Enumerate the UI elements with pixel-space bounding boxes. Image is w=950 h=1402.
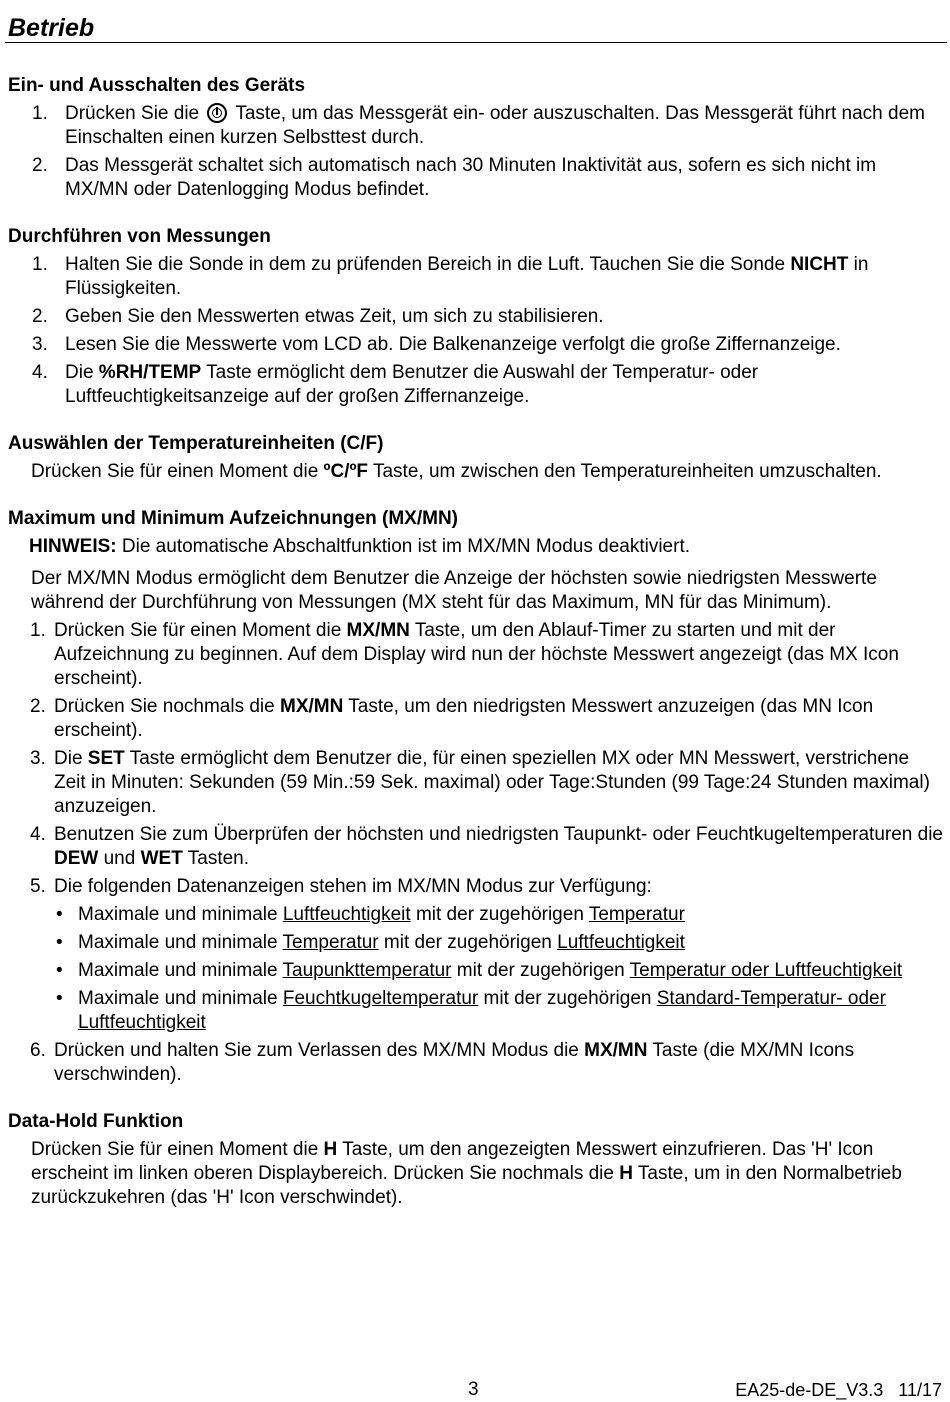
list-item: 6. Drücken und halten Sie zum Verlassen des MX/MN Modus die MX/MN Taste (die MX/MN Icons verschwinden). — [30, 1040, 855, 1085]
section-measure — [8, 225, 943, 409]
document-body — [8, 74, 943, 1233]
section-data-hold — [8, 1110, 943, 1210]
bullet-icon: • — [56, 904, 63, 925]
list-item: 2. Geben Sie den Messwerten etwas Zeit, um sich zu stabilisieren. — [32, 306, 604, 327]
bullet-icon: • — [56, 932, 63, 953]
section-heading-units: Auswählen der Temperatureinheiten (C/F) — [8, 433, 384, 454]
section-power — [8, 74, 943, 202]
units-text: Drücken Sie für einen Moment die ºC/ºF Taste, um zwischen den Temperatureinheiten umzuschalten. — [31, 461, 882, 482]
list-item: 4. Benutzen Sie zum Überprüfen der höchsten und niedrigsten Taupunkt- oder Feuchtkugeltemperaturen die DEW und WET Tasten. — [30, 824, 943, 869]
list-item: 1. Halten Sie die Sonde in dem zu prüfenden Bereich in die Luft. Tauchen Sie die Sonde NICHT in Flüssigkeiten. — [32, 254, 869, 299]
bullet-icon: • — [56, 960, 63, 981]
list-item: 2. Das Messgerät schaltet sich automatisch nach 30 Minuten Inaktivität aus, sofern es sich nicht im MX/MN oder Datenlogging Modus befindet. — [32, 155, 877, 200]
bullet-item: • Maximale und minimale Feuchtkugeltemperatur mit der zugehörigen Standard-Temperatur- oder Luftfeuchtigkeit — [56, 988, 886, 1033]
list-item: 5. Die folgenden Datenanzeigen stehen im MX/MN Modus zur Verfügung: • Maximale und minimale Luftfeuchtigkeit mit der zugehörigen Temperatur • Maximale und minimale Temperatur mit der zugehörigen Luftfeuchtigkeit • Maximale und minimale Taupunkttemperatur mit der zugehörigen Temperatur oder Luftfeuchtigkeit • Maximale und minimale Feuchtkugeltemperatur mit der zugehörigen Standard-Temperatur- oder Luftfeuchtigkeit — [8, 875, 943, 1035]
page-number: 3 — [468, 1379, 479, 1400]
bullet-icon: • — [56, 988, 63, 1009]
section-mxmn — [8, 507, 943, 1087]
bullet-item: • Maximale und minimale Taupunkttemperatur mit der zugehörigen Temperatur oder Luftfeuchtigkeit — [56, 960, 903, 981]
title-rule — [5, 42, 947, 43]
mxmn-intro: Der MX/MN Modus ermöglicht dem Benutzer die Anzeige der höchsten sowie niedrigsten Messwerte während der Durchführung von Messungen (MX steht für das Maximum, MN für das Minimum). — [31, 568, 877, 613]
power-button-icon — [207, 103, 227, 123]
display-options-list — [54, 903, 943, 1035]
list-item: 4. Die %RH/TEMP Taste ermöglicht dem Benutzer die Auswahl der Temperatur- oder Luftfeuchtigkeitsanzeige auf der großen Ziffernanzeige. — [32, 362, 759, 407]
list-item: 3. Die SET Taste ermöglicht dem Benutzer die, für einen speziellen MX oder MN Messwert, verstrichene Zeit in Minuten: Sekunden (59 Min.:59 Sek. maximal) oder Tage:Stunden (99 Tage:24 Stunden maximal) anzuzeigen. — [30, 748, 930, 817]
note: HINWEIS: Die automatische Abschaltfunktion ist im MX/MN Modus deaktiviert. — [29, 536, 691, 557]
page-title: Betrieb — [8, 14, 95, 42]
section-heading-measure: Durchführen von Messungen — [8, 226, 271, 247]
list-item: 1. Drücken Sie die Taste, um das Messgerät ein- oder auszuschalten. Das Messgerät führt nach dem Einschalten einen kurzen Selbsttest durch. — [32, 103, 925, 148]
list-item: 1. Drücken Sie für einen Moment die MX/MN Taste, um den Ablauf-Timer zu starten und mit der Aufzeichnung zu beginnen. Auf dem Display wird nun der höchste Messwert angezeigt (das MX Icon erscheint). — [30, 620, 899, 689]
data-hold-text: Drücken Sie für einen Moment die H Taste, um den angezeigten Messwert einzufrieren. Das 'H' Icon erscheint im linken oberen Displaybereich. Drücken Sie nochmals die H Taste, um in den Normalbetrieb zurückzukehren (das 'H' Icon verschwindet). — [31, 1139, 902, 1208]
section-heading-mxmn: Maximum und Minimum Aufzeichnungen (MX/MN) — [8, 508, 458, 529]
measure-steps — [8, 253, 943, 409]
bullet-item: • Maximale und minimale Luftfeuchtigkeit mit der zugehörigen Temperatur — [56, 904, 685, 925]
list-item: 2. Drücken Sie nochmals die MX/MN Taste, um den niedrigsten Messwert anzuzeigen (das MN Icon erscheint). — [30, 696, 874, 741]
mxmn-steps — [8, 619, 943, 1087]
power-steps — [8, 102, 943, 202]
bullet-item: • Maximale und minimale Temperatur mit der zugehörigen Luftfeuchtigkeit — [56, 932, 685, 953]
document-id: EA25-de-DE_V3.3 11/17 — [735, 1380, 942, 1400]
section-heading-power: Ein- und Ausschalten des Geräts — [8, 75, 306, 96]
section-heading-data-hold: Data-Hold Funktion — [8, 1111, 184, 1132]
section-units — [8, 432, 943, 484]
list-item: 3. Lesen Sie die Messwerte vom LCD ab. Die Balkenanzeige verfolgt die große Ziffernanzeige. — [32, 334, 841, 355]
